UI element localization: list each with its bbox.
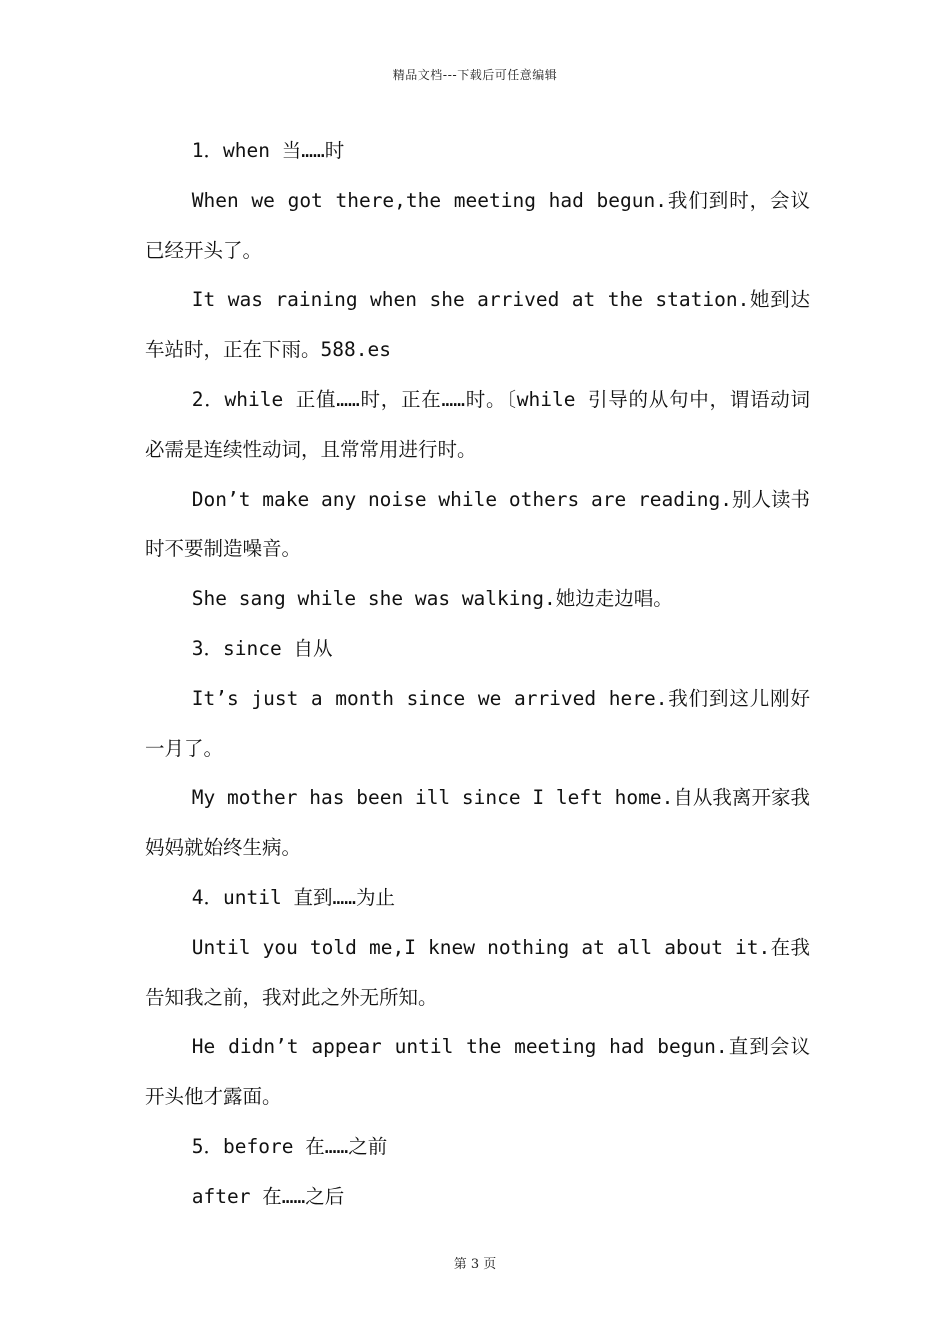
page-header: 精品文档---下载后可任意编辑 xyxy=(392,68,558,82)
paragraph: 5．before 在……之前 xyxy=(191,1134,388,1158)
paragraph: It’s just a month since we arrived here.我们到这儿刚好一月了。 xyxy=(145,686,810,760)
paragraph: 1．when 当……时 xyxy=(191,139,345,162)
document-body xyxy=(145,126,810,1222)
page-number: 第 3 页 xyxy=(453,1257,497,1272)
paragraph: 4．until 直到……为止 xyxy=(191,885,395,909)
paragraph: 2．while 正值……时，正在……时。〔while 引导的从句中，谓语动词必需是连续性动词，且常常用进行时。 xyxy=(145,387,810,461)
paragraph: When we got there,the meeting had begun.我们到时，会议已经开头了。 xyxy=(145,188,810,262)
paragraph: He didn’t appear until the meeting had begun.直到会议开头他才露面。 xyxy=(145,1035,810,1109)
paragraph: Until you told me,I knew nothing at all about it.在我告知我之前，我对此之外无所知。 xyxy=(145,935,810,1009)
paragraph: She sang while she was walking.她边走边唱。 xyxy=(191,587,673,611)
paragraph: Don’t make any noise while others are reading.别人读书时不要制造噪音。 xyxy=(145,487,810,561)
paragraph: My mother has been ill since I left home.自从我离开家我妈妈就始终生病。 xyxy=(145,786,810,860)
paragraph: It was raining when she arrived at the station.她到达车站时，正在下雨。588.es xyxy=(145,288,810,362)
paragraph: after 在……之后 xyxy=(191,1184,345,1208)
paragraph: 3．since 自从 xyxy=(191,636,333,660)
